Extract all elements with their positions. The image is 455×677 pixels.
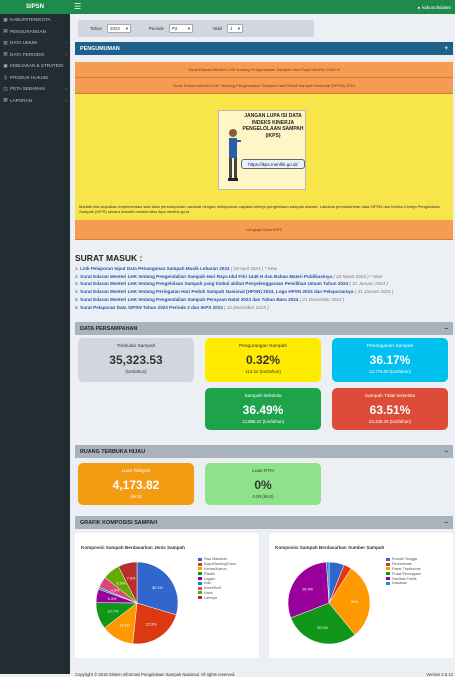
card-unit: (ton/tahun)	[125, 369, 147, 374]
surat-masuk-title: SURAT MASUK :	[75, 253, 143, 263]
card-tidak-terkelola	[332, 388, 448, 430]
list-item	[75, 288, 451, 296]
slice-label: 30%	[350, 599, 359, 604]
legend-swatch	[198, 572, 202, 575]
surat-date: ( 26 Maret 2024 )	[333, 273, 369, 279]
menu-toggle-icon[interactable]: ☰	[74, 2, 82, 11]
card-value: 4,173.82	[112, 478, 160, 492]
tahun-label: Tahun	[90, 26, 102, 31]
card-unit: 0.00 (km2)	[252, 494, 274, 499]
slice-label: 5.4%	[107, 596, 117, 601]
legend-label: Kayu/Ranting/Daun	[204, 562, 236, 567]
card-title: Timbulan Sampah	[116, 344, 156, 349]
version-text: Version 2.5.12	[426, 672, 453, 677]
legend-entry[interactable]	[386, 567, 421, 572]
legend-label: Fasilitas Publik	[392, 576, 417, 581]
sidebar-item[interactable]	[0, 72, 70, 84]
chevron-down-icon: ▾	[125, 25, 128, 31]
card-timbulan	[78, 338, 194, 382]
poster-title: JANGAN LUPA ISI DATA INDEKS KINERJA PENGELOLAAN SAMPAH (IKPS)	[242, 113, 304, 139]
list-number: 2.	[75, 273, 79, 279]
card-unit: 12,775.00 (ton/tahun)	[369, 369, 411, 374]
persampahan-header	[75, 322, 453, 335]
user-icon: ●	[417, 4, 421, 10]
card-value: 36.49%	[242, 403, 284, 417]
sidebar-item-label: KEBIJAKAN & STRATEGI	[10, 63, 64, 69]
sidebar-item[interactable]	[0, 83, 70, 95]
legend-entry[interactable]	[198, 562, 236, 567]
legend-entry[interactable]	[198, 595, 236, 600]
card-value: 36.17%	[369, 353, 411, 367]
card-value: 63.51%	[369, 403, 411, 417]
chevron-left-icon: ‹	[65, 51, 67, 57]
periode-label: Periode	[148, 26, 164, 31]
legend-entry[interactable]	[386, 576, 421, 581]
report-icon: ▧	[3, 97, 8, 103]
chart-title: Komposisi Sampah Berdasarkan Sumber Sampah	[275, 545, 385, 550]
surat-link[interactable]: Surat Edaran Menteri LHK tentang Peringatan Hari Peduli Sampah Nasional (HPSN) 2024, Logo HPSN 2024 dan Pelaporannya	[80, 289, 354, 295]
main-content	[70, 14, 455, 677]
legend-swatch	[386, 558, 390, 561]
slice-label: 13.1%	[119, 623, 130, 628]
filter-bar	[78, 20, 314, 37]
legend-label: Lainnya	[204, 595, 217, 600]
legend-swatch	[198, 596, 202, 599]
sidebar-item-label: PENGURANGAN	[10, 28, 46, 34]
legend-swatch	[198, 563, 202, 566]
legend-swatch	[386, 582, 390, 585]
chevron-down-icon: ▾	[237, 25, 240, 31]
legend-label: Pasar Tradisional	[392, 566, 421, 571]
card-unit: 12,888.24 (ton/tahun)	[242, 419, 284, 424]
legend-swatch	[198, 577, 202, 580]
card-title: Penanganan Sampah	[366, 344, 414, 349]
map-icon: ◫	[3, 85, 8, 91]
sidebar-item-label: PRODUK HUKUM	[10, 74, 48, 80]
surat-link[interactable]: Surat Edaran Menteri LHK tentang Pengendalian Sampah Hari Raya Idul Fitri 1445 H dan Bahan Materi Publikasinya	[80, 273, 333, 279]
pie-chart-sumber	[269, 533, 453, 658]
legend-label: Karet/Kulit	[204, 586, 222, 591]
list-item	[75, 304, 451, 312]
card-title: Pengurangan Sampah	[238, 344, 287, 349]
new-badge: * New	[264, 266, 277, 271]
list-item	[75, 273, 451, 281]
legend-label: Kertas/Karton	[204, 566, 227, 571]
legend-entry[interactable]	[386, 581, 421, 586]
sidebar	[0, 0, 70, 674]
slice-label: 29.9%	[302, 587, 313, 592]
grafik-header	[75, 516, 453, 529]
legend-label: Plastik	[204, 571, 215, 576]
announcement-item[interactable]: Surat Edaran Menteri LHK Tentang Pengendalian Sampah Hari Peduli Sampah Nasional (HPSN) 2024	[75, 78, 453, 94]
legend-swatch	[386, 567, 390, 570]
list-number: 4.	[75, 289, 79, 295]
data-icon: ▥	[3, 39, 8, 45]
dashboard-icon: ▤	[3, 28, 8, 34]
legend-swatch	[198, 558, 202, 561]
data-icon: ▥	[3, 51, 8, 57]
list-number: 3.	[75, 281, 79, 287]
ikps-poster[interactable]	[218, 110, 306, 190]
grid-icon: ▦	[3, 16, 8, 22]
list-number: 1.	[75, 266, 79, 271]
list-item	[75, 265, 451, 273]
person-illustration	[225, 127, 241, 183]
card-title: Sampah Tidak terkelola	[364, 394, 416, 399]
slice-label: 7.6%	[126, 576, 136, 581]
card-terkelola	[205, 388, 321, 430]
sidebar-item-label: KABUPATEN/KOTA	[10, 17, 51, 23]
slice-label: 30.1%	[152, 586, 163, 591]
surat-link[interactable]: Link Pelaporan Input Data Penanganan Sampah Musik Lebaran 2024	[80, 266, 230, 271]
sidebar-item[interactable]	[0, 26, 70, 38]
legend-swatch	[198, 582, 202, 585]
expand-icon[interactable]: +	[444, 45, 448, 52]
card-title: Luas RTH	[252, 469, 274, 474]
card-title: Sampah terkelola	[244, 394, 282, 399]
card-unit: (km2)	[130, 494, 142, 499]
valid-select[interactable]: 1 ▾	[227, 24, 243, 33]
announcement-paragraph: Marilah kita wujudkan implementasi satu data persampahan nasional dengan melaporkan capaian kinerja pengelolaan sampah daerah. Lakukan pemutakhiran data SIPSN dan Indeks Kinerja Pengelolaan Sampah (IKPS) secara mandiri melalui situs ikps.menlhk.go.id.	[79, 204, 440, 214]
legend-swatch	[386, 563, 390, 566]
list-item	[75, 280, 451, 288]
legend-swatch	[386, 577, 390, 580]
sidebar-item-label: LAPORAN	[10, 97, 32, 103]
chevron-left-icon: ‹	[65, 40, 67, 46]
card-luas-wilayah	[78, 463, 194, 505]
chart-jenis-panel	[75, 533, 259, 658]
card-pengurangan	[205, 338, 321, 382]
pengumuman-title: PENGUMUMAN	[80, 45, 120, 52]
legend-label: Kaca	[204, 590, 213, 595]
user-menu[interactable]	[418, 5, 451, 10]
chevron-left-icon: ‹	[65, 97, 67, 103]
card-unit: 22,435.29 (ton/tahun)	[369, 419, 411, 424]
chart-legend	[198, 557, 236, 600]
card-unit: 113.24 (ton/tahun)	[245, 369, 281, 374]
surat-masuk-list	[75, 265, 451, 311]
chart-title: Komposisi Sampah Berdasarkan Jenis Sampah	[81, 545, 185, 550]
sidebar-item-label: DATA PERIODIK	[10, 51, 45, 57]
surat-link[interactable]: Surat Edaran Menteri LHK tentang Pengendalian Sampah Perayaan Natal 2023 dan Tahun Baru 2024	[80, 296, 299, 302]
valid-label: Valid	[212, 26, 222, 31]
chevron-down-icon: ▾	[187, 25, 190, 31]
sidebar-item-label: DATA UMUM	[10, 40, 37, 46]
legend-swatch	[198, 567, 202, 570]
footer	[75, 672, 453, 677]
chart-sumber-panel	[269, 533, 453, 658]
surat-date: ( 31 Januari 2024 )	[349, 281, 388, 287]
rth-header	[75, 445, 453, 458]
slice-label: 30.0%	[317, 625, 328, 630]
chevron-left-icon: ‹	[65, 86, 67, 92]
chart-legend	[386, 557, 421, 586]
legend-label: Pusat Perniagaan	[392, 571, 422, 576]
periode-select[interactable]: P2 ▾	[169, 24, 193, 33]
slice-label: 10.7%	[107, 609, 119, 614]
legend-entry[interactable]	[386, 557, 421, 562]
card-penanganan	[332, 338, 448, 382]
policy-icon: ▣	[3, 62, 8, 68]
poster-url: https://ikps.menlhk.go.id/	[241, 159, 305, 169]
surat-link[interactable]: Surat Pelaporan Data SIPSN Tahun 2023 Periode 2 dan IKPS 2023	[80, 304, 223, 310]
grafik-title: GRAFIK KOMPOSISI SAMPAH	[80, 519, 158, 526]
persampahan-title: DATA PERSAMPAHAN	[80, 325, 138, 332]
legend-swatch	[198, 587, 202, 590]
collapse-icon[interactable]: –	[444, 325, 448, 332]
announcement-item[interactable]: Surat Edaran Menteri LHK tentang Pengendalian Sampah Hari Raya Idul Fitri 1445 H	[75, 62, 453, 78]
slice-label: 4.5%	[110, 588, 120, 593]
surat-link[interactable]: Surat Edaran Menteri LHK tentang Pengelolaan Sampah yang timbul akibat Penyelenggaraan Pemilihan Umum Tahun 2024	[80, 281, 349, 287]
pengumuman-header	[75, 42, 453, 55]
surat-date: ( 12 Desember 2023 )	[224, 304, 269, 310]
legend-label: Rumah Tangga	[392, 557, 417, 562]
tahun-select[interactable]: 2023 ▾	[107, 24, 131, 33]
lengkapi-ikps-link[interactable]: Lengkapi Data IKPS	[75, 220, 453, 240]
legend-entry[interactable]	[386, 571, 421, 576]
list-item	[75, 296, 451, 304]
surat-date: ( 31 Januari 2024 )	[354, 289, 394, 295]
sidebar-item[interactable]	[0, 14, 70, 26]
list-number: 6.	[75, 304, 79, 310]
announcement-ikps	[75, 94, 453, 220]
sidebar-item[interactable]	[0, 95, 70, 107]
legend-label: Kain	[204, 581, 212, 586]
sidebar-item-label: PETA SEBARAN	[10, 86, 45, 92]
surat-date: ( 18 April 2024 )	[230, 266, 264, 271]
legend-label: Perkantoran	[392, 562, 413, 567]
collapse-icon[interactable]: –	[444, 519, 448, 526]
slice-label: 22.3%	[145, 622, 157, 627]
list-number: 5.	[75, 296, 79, 302]
card-value: 0%	[254, 478, 272, 492]
legend-label: Logam	[204, 576, 216, 581]
legend-swatch	[198, 591, 202, 594]
user-name: kabunofsdatier	[422, 4, 451, 10]
legend-label: Kawasan	[392, 581, 408, 586]
card-luas-rth	[205, 463, 321, 505]
legend-label: Sisa Makanan	[204, 557, 228, 562]
legend-swatch	[386, 572, 390, 575]
top-navbar	[70, 0, 455, 14]
card-value: 35,323.53	[109, 353, 163, 367]
surat-date: ( 21 Desember 2023 )	[299, 296, 345, 302]
sidebar-item[interactable]	[0, 37, 70, 49]
card-value: 0.32%	[245, 353, 281, 367]
sidebar-item[interactable]	[0, 49, 70, 61]
rth-title: RUANG TERBUKA HIJAU	[80, 448, 146, 455]
new-badge: * New	[369, 273, 383, 279]
law-icon: §	[4, 74, 7, 80]
slice-label: 6.9%	[116, 581, 126, 586]
card-title: Luas Wilayah	[121, 469, 151, 474]
copyright-text: Copyright © 2018 Sistem Informasi Pengelolaan Sampah Nasional. All rights reserved.	[75, 672, 236, 677]
collapse-icon[interactable]: –	[444, 448, 448, 455]
app-brand[interactable]: SIPSN	[0, 0, 70, 14]
sidebar-item[interactable]	[0, 60, 70, 72]
